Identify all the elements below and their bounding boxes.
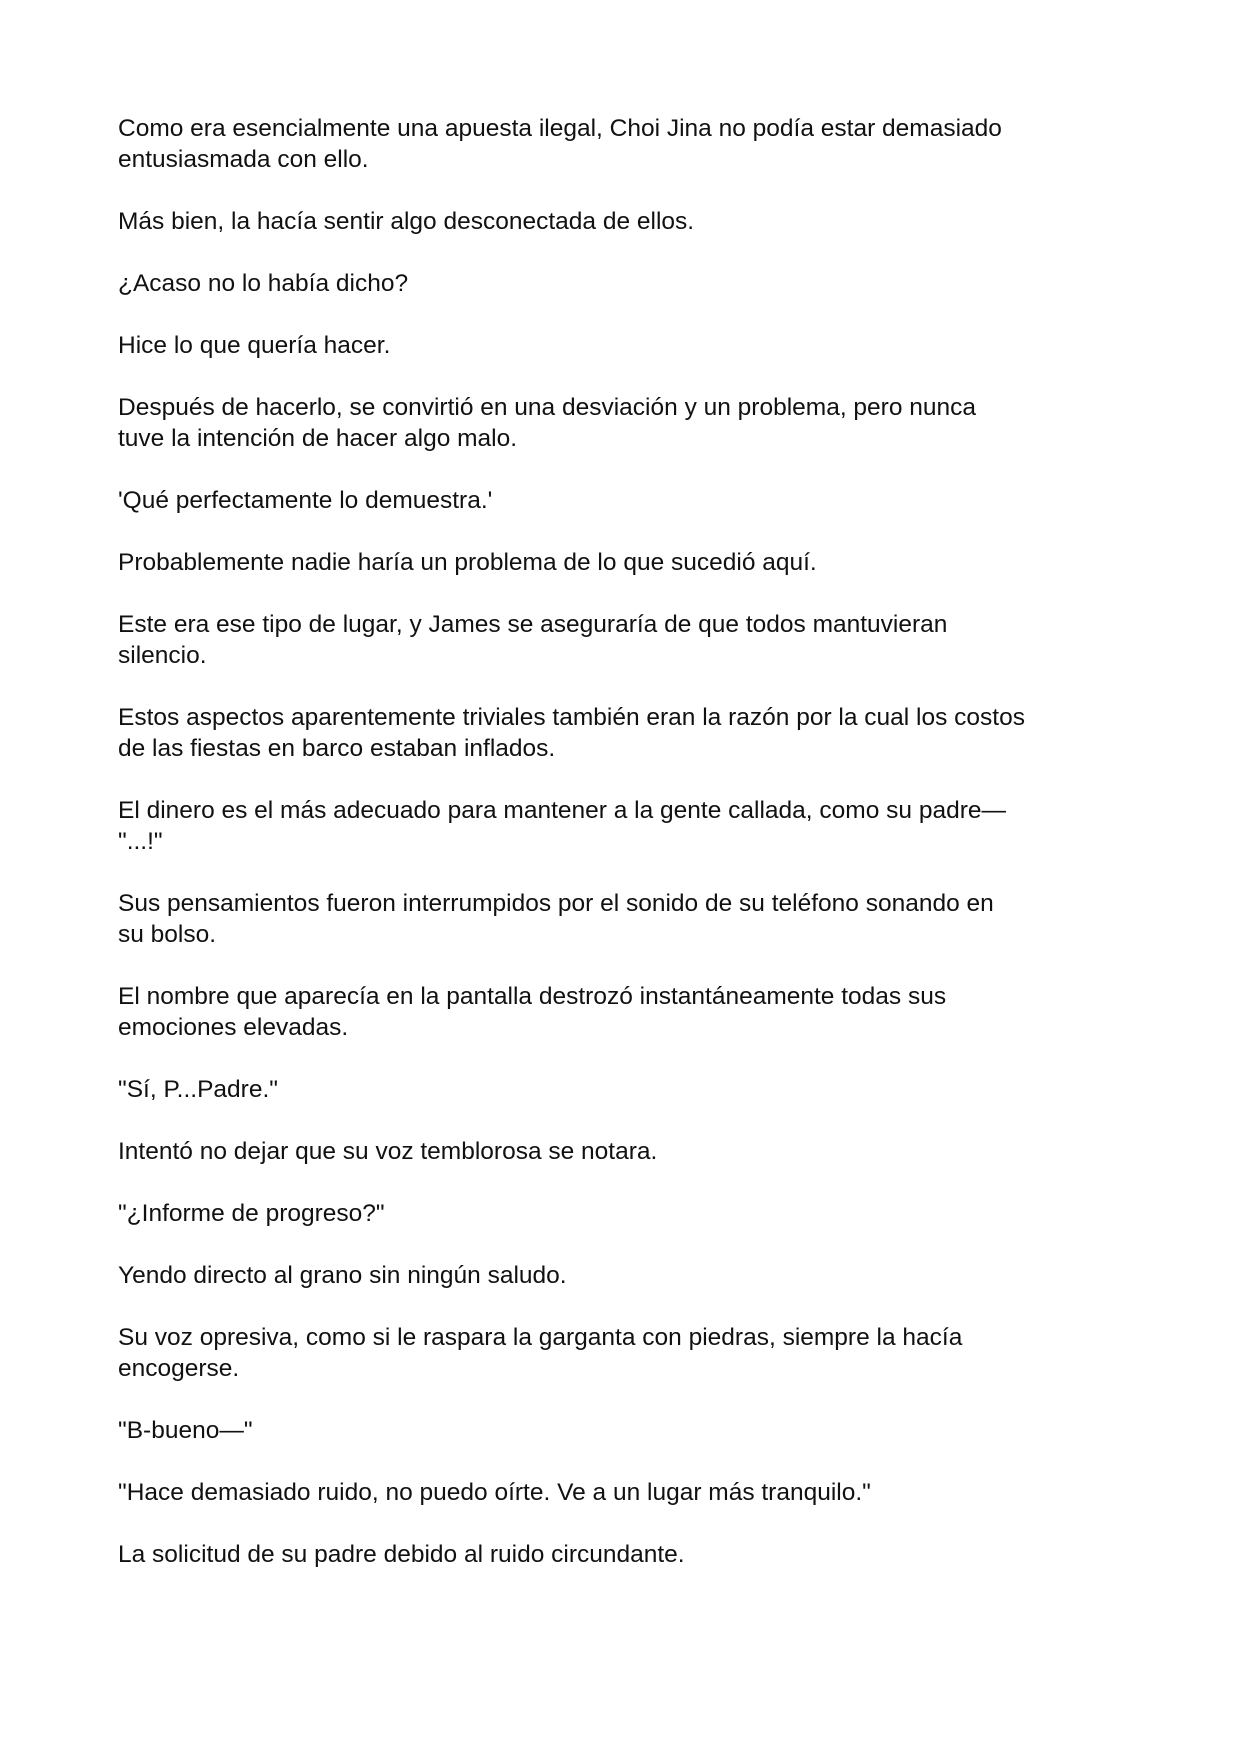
text-line: Como era esencialmente una apuesta ilegal, Choi Jina no podía estar demasiado [118,115,1002,142]
paragraph [118,547,1138,578]
paragraph [118,888,1138,950]
text-line: Después de hacerlo, se convirtió en una desviación y un problema, pero nunca [118,394,977,421]
paragraph [118,268,1138,299]
paragraph [118,1322,1138,1384]
text-line: Más bien, la hacía sentir algo desconectada de ellos. [118,208,695,235]
paragraph [118,206,1138,237]
text-line: Hice lo que quería hacer. [118,332,391,359]
paragraph [118,392,1138,454]
text-line: ¿Acaso no lo había dicho? [118,270,409,297]
text-line: tuve la intención de hacer algo malo. [118,425,518,452]
paragraph [118,1539,1138,1570]
document-body [118,113,1138,1601]
paragraph [118,609,1138,671]
text-line: de las fiestas en barco estaban inflados. [118,735,556,762]
paragraph [118,1198,1138,1229]
text-line: El nombre que aparecía en la pantalla destrozó instantáneamente todas sus [118,983,947,1010]
paragraph [118,113,1138,175]
paragraph [118,981,1138,1043]
text-line: "Sí, P...Padre." [118,1076,278,1103]
text-line: Su voz opresiva, como si le raspara la garganta con piedras, siempre la hacía [118,1324,963,1351]
text-line: emociones elevadas. [118,1014,349,1041]
text-line: Intentó no dejar que su voz temblorosa se notara. [118,1138,658,1165]
paragraph [118,1074,1138,1105]
text-line: "...!" [118,828,163,855]
text-line: Yendo directo al grano sin ningún saludo. [118,1262,567,1289]
paragraph [118,795,1138,857]
text-line: encogerse. [118,1355,240,1382]
text-line: "¿Informe de progreso?" [118,1200,385,1227]
text-line: "Hace demasiado ruido, no puedo oírte. Ve a un lugar más tranquilo." [118,1479,871,1506]
text-line: "B-bueno—" [118,1417,253,1444]
paragraph [118,485,1138,516]
text-line: Sus pensamientos fueron interrumpidos por el sonido de su teléfono sonando en [118,890,994,917]
text-line: Probablemente nadie haría un problema de lo que sucedió aquí. [118,549,817,576]
text-line: entusiasmada con ello. [118,146,369,173]
text-line: su bolso. [118,921,217,948]
paragraph [118,1136,1138,1167]
text-line: Este era ese tipo de lugar, y James se aseguraría de que todos mantuvieran [118,611,948,638]
text-line: silencio. [118,642,207,669]
paragraph [118,1260,1138,1291]
paragraph [118,1415,1138,1446]
paragraph [118,702,1138,764]
text-line: El dinero es el más adecuado para mantener a la gente callada, como su padre— [118,797,1006,824]
text-line: 'Qué perfectamente lo demuestra.' [118,487,493,514]
text-line: La solicitud de su padre debido al ruido circundante. [118,1541,685,1568]
text-line: Estos aspectos aparentemente triviales también eran la razón por la cual los costos [118,704,1025,731]
paragraph [118,1477,1138,1508]
paragraph [118,330,1138,361]
